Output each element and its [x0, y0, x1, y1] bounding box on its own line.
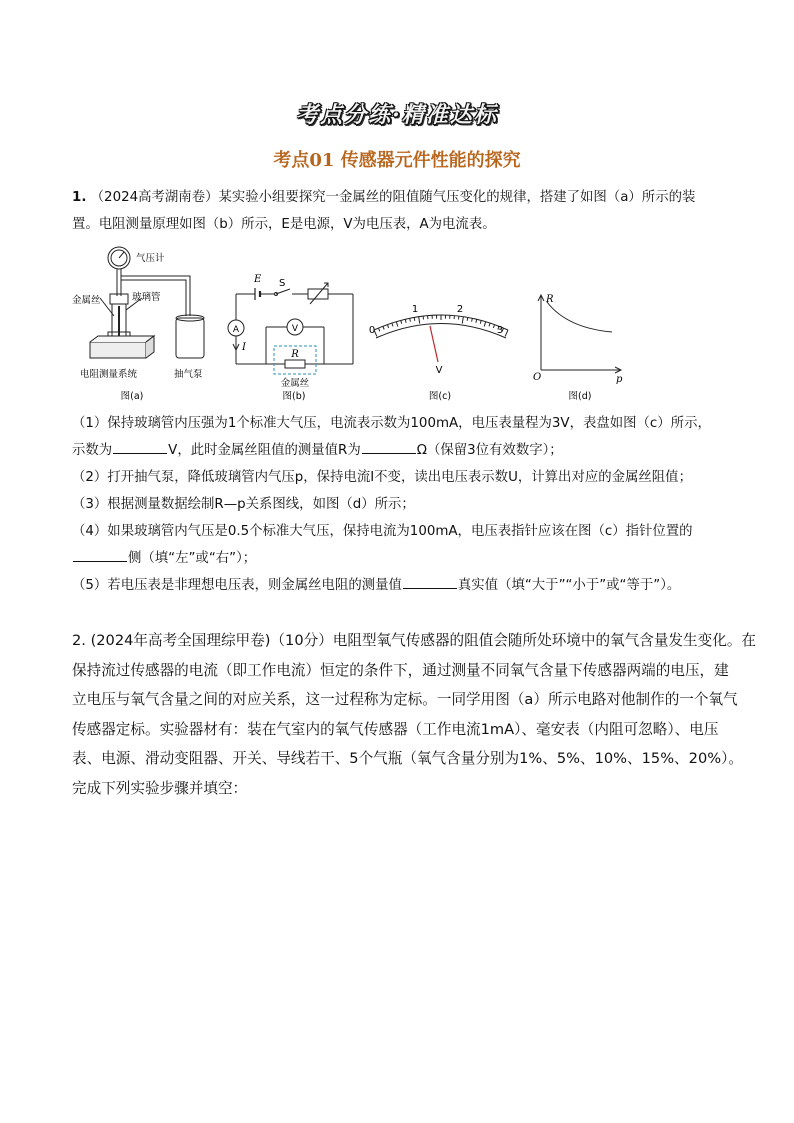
dial-tick-mark	[472, 318, 473, 321]
graph-y-label: R	[546, 294, 554, 305]
dial-tick-mark	[379, 328, 380, 331]
dial-tick-2: 2	[456, 304, 464, 315]
q2-line3: 立电压与氧气含量之间的对应关系，这一过程称为定标。一同学用图（a）所示电路对他制作的一个氧气	[72, 691, 738, 708]
ammeter-label: A	[232, 325, 240, 335]
dial-tick-mark	[480, 320, 481, 323]
fig-c-caption: 图(c)	[428, 391, 452, 402]
q1-source: （2024高考湖南卷）	[90, 190, 219, 205]
voltmeter-label: V	[291, 324, 299, 334]
q1-number: 1.	[72, 190, 87, 205]
fig-b-caption: 图(b)	[282, 391, 306, 402]
measurement-box	[90, 342, 146, 358]
pump-icon	[176, 318, 204, 358]
dial-ticks	[374, 315, 508, 336]
graph-origin: O	[533, 372, 542, 383]
q1-step1-text-b: V，此时金属丝阻值的测量值R为	[168, 443, 361, 458]
figure-b	[228, 283, 353, 374]
dial-tick-mark	[396, 322, 398, 327]
dial-tick-mark	[419, 317, 420, 324]
q1-intro-text1: 某实验小组要探究一金属丝的阻值随气压变化的规律，搭建了如图（a）所示的装	[218, 190, 696, 205]
dial-tick-mark	[505, 330, 508, 336]
wire-label: 金属丝	[72, 295, 101, 306]
q1-step4-line1: （4）如果玻璃管内气压是0.5个标准大气压，保持电流为100mA，电压表指针应该在图（c）指针位置的	[72, 524, 693, 539]
dial-tick-mark	[476, 319, 477, 322]
dial-tick-mark	[484, 322, 486, 327]
dial-pointer-icon	[430, 326, 438, 362]
dial-tick-mark	[414, 317, 415, 320]
pump-label: 抽气泵	[174, 369, 203, 380]
graph-x-label: p	[616, 374, 623, 385]
q1-step1-text-a: 示数为	[72, 443, 113, 458]
switch-label: S	[279, 278, 286, 289]
q1-step1-line1: （1）保持玻璃管内压强为1个标准大气压，电流表示数为100mA，电压表量程为3V，表盘如图（c）所示，	[72, 416, 711, 431]
resistor-icon	[285, 360, 305, 368]
dial-tick-mark	[383, 326, 384, 329]
q1-steps	[72, 410, 732, 599]
q2-line5: 表、电源、滑动变阻器、开关、导线若干、5个气瓶（氧气含量分别为1%、5%、10%、15%、20%）。	[72, 750, 743, 767]
dial-tick-1: 1	[411, 304, 419, 315]
tube-cap	[110, 294, 128, 304]
q2-line4: 传感器定标。实验器材有：装在气室内的氧气传感器（工作电流1mA）、毫安表（内阻可忽略）、电压	[72, 720, 719, 738]
q2-line1: 2. (2024年高考全国理综甲卷)（10分）电阻型氧气传感器的阻值会随所处环境中的氧气含量发生变化。在	[72, 632, 757, 649]
q1-step5-text-b: 真实值（填“大于”“小于”或“等于”）。	[457, 578, 681, 593]
q1-intro-line1	[72, 184, 732, 211]
dial-tick-mark	[405, 319, 406, 322]
dial-tick-mark	[493, 325, 494, 328]
q1-step2: （2）打开抽气泵，降低玻璃管内气压p，保持电流I不变，读出电压表示数U，计算出对应的金属丝阻值；	[72, 470, 692, 485]
tube-label: 玻璃管	[132, 292, 161, 303]
q1-figures-svg	[72, 246, 722, 406]
voltage-answer-blank[interactable]	[113, 441, 167, 454]
q1-step1-line2	[72, 437, 732, 464]
fig-b-wire-label: 金属丝	[280, 378, 310, 389]
resistor-label: R	[291, 349, 299, 360]
dial-arc-inner	[376, 324, 506, 339]
comparison-answer-blank[interactable]	[403, 576, 457, 589]
dial-tick-mark	[410, 318, 411, 321]
side-answer-blank[interactable]	[73, 549, 127, 562]
measurement-box-top	[90, 336, 154, 342]
dial-tick-0: 0	[368, 325, 376, 336]
fig-d-caption: 图(d)	[568, 391, 592, 402]
q1-step4-line2	[72, 545, 732, 572]
rheostat-arrow	[310, 283, 328, 304]
dial-tick-mark	[462, 317, 463, 324]
q1-figures	[72, 246, 722, 406]
q1-intro	[72, 184, 732, 238]
section-banner: 考点分练·精准达标	[296, 102, 498, 128]
q1-step5-text-a: （5）若电压表是非理想电压表，则金属丝电阻的测量值	[72, 578, 402, 593]
q2-line2: 保持流过传感器的电流（即工作电流）恒定的条件下，通过测量不同氧气含量下传感器两端的电压，建	[72, 661, 729, 679]
pressure-gauge-needle	[119, 252, 124, 258]
q1-step3: （3）根据测量数据绘制R—p关系图线，如图（d）所示；	[72, 497, 415, 512]
figure-c	[374, 315, 508, 362]
graph-r-p-curve	[547, 302, 612, 332]
dial-tick-3: 3	[496, 325, 504, 336]
battery-label: E	[254, 274, 262, 285]
dial-tick-mark	[387, 325, 388, 328]
q2-line6: 完成下列实验步骤并填空：	[72, 779, 248, 797]
q2-block	[72, 626, 757, 803]
section-subtitle: 考点01 传感器元件性能的探究	[273, 150, 521, 171]
dial-tick-mark	[401, 320, 402, 323]
resistance-answer-blank[interactable]	[362, 441, 416, 454]
dial-tick-mark	[392, 323, 393, 326]
dial-unit-label: V	[435, 365, 443, 376]
system-label: 电阻测量系统	[80, 369, 138, 380]
dial-tick-mark	[489, 323, 490, 326]
figure-d	[538, 295, 621, 373]
gauge-label: 气压计	[136, 253, 165, 264]
dial-tick-mark	[467, 317, 468, 320]
current-label: I	[242, 342, 246, 353]
q1-intro-line2: 置。电阻测量原理如图（b）所示，E是电源，V为电压表，A为电流表。	[72, 217, 496, 232]
fig-a-caption: 图(a)	[120, 391, 144, 402]
switch-icon	[276, 289, 290, 294]
q1-step4-text: 侧（填“左”或“右”）；	[128, 551, 257, 566]
q1-step1-text-c: Ω（保留3位有效数字）；	[416, 443, 563, 458]
q1-step5	[72, 572, 732, 599]
